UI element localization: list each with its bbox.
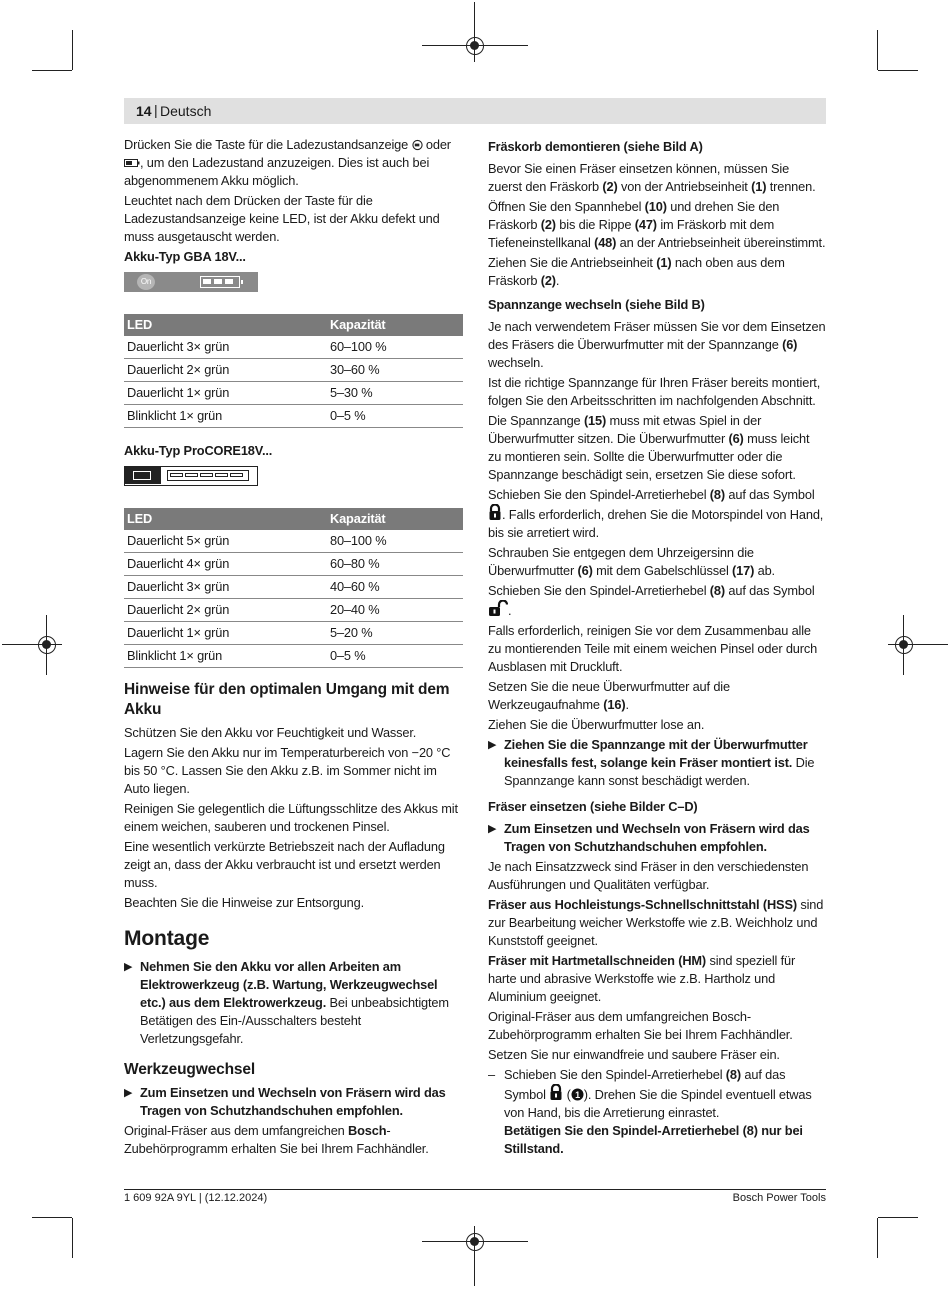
paragraph: Falls erforderlich, reinigen Sie vor dem Zusammenbau alle zu montierenden Teile mit einem weichen Pinsel oder durch Ausblasen mit Druckluft. xyxy=(488,623,818,674)
table-cell: Dauerlicht 2× grün xyxy=(124,359,327,382)
table-cell: 0–5 % xyxy=(327,645,463,668)
warning-item: ▶ Zum Einsetzen und Wechseln von Fräsern wird das Tragen von Schutzhandschuhen empfohlen. xyxy=(488,821,810,854)
paragraph: Reinigen Sie gelegentlich die Lüftungsschlitze des Akkus mit einem weichen, sauberen und trockenen Pinsel. xyxy=(124,801,458,834)
charge-indicator-button-icon xyxy=(412,139,423,151)
table-cell: 5–30 % xyxy=(327,382,463,405)
table-cell: Dauerlicht 3× grün xyxy=(124,336,327,359)
dash-list-item: – Schieben Sie den Spindel-Arretierhebel (8) auf das Symbol ( 1 ). Drehen Sie die Spindel eventuell etwas von Hand, bis die Arretierung einrastet. Betätigen Sie den Spindel-Arretierhebel (8) nur bei Stillstand. xyxy=(488,1067,812,1156)
paragraph: Eine wesentlich verkürzte Betriebszeit nach der Aufladung zeigt an, dass der Akku verbraucht ist und ersetzt werden muss. xyxy=(124,839,445,890)
step-number-1-icon xyxy=(571,1088,584,1101)
table-cell: Dauerlicht 2× grün xyxy=(124,599,327,622)
table-cell: Blinklicht 1× grün xyxy=(124,405,327,428)
insert-bit-heading: Fräser einsetzen (siehe Bilder C–D) xyxy=(488,799,698,814)
paragraph: Schieben Sie den Spindel-Arretierhebel (8) auf das Symbol . xyxy=(488,583,815,618)
procore-indicator-figure xyxy=(124,466,258,486)
crop-mark xyxy=(32,1217,72,1218)
page-header xyxy=(124,98,826,124)
crop-mark xyxy=(878,1217,918,1218)
footer-rule xyxy=(124,1189,826,1190)
crop-mark xyxy=(72,1218,73,1258)
footer-document-id: 1 609 92A 9YL | (12.12.2024) xyxy=(124,1192,268,1204)
table-cell: 40–60 % xyxy=(327,576,463,599)
paragraph: Öffnen Sie den Spannhebel (10) und drehen Sie den Fräskorb (2) bis die Rippe (47) im Fräskorb mit dem Tiefeneinstellkanal (48) an der Antriebseinheit übereinstimmt. xyxy=(488,199,826,250)
lock-open-icon xyxy=(488,600,508,617)
battery-button-icon xyxy=(124,158,140,168)
registration-mark-icon xyxy=(466,37,484,55)
crop-mark xyxy=(877,30,878,70)
registration-mark-icon xyxy=(38,636,56,654)
paragraph: Schützen Sie den Akku vor Feuchtigkeit und Wasser. xyxy=(124,725,417,740)
router-base-removal-heading: Fräskorb demontieren (siehe Bild A) xyxy=(488,139,703,154)
registration-mark-icon xyxy=(895,636,913,654)
header-separator: | xyxy=(154,102,158,118)
table-row xyxy=(124,576,463,599)
table-cell: Dauerlicht 1× grün xyxy=(124,382,327,405)
crop-mark xyxy=(32,70,72,71)
table-row xyxy=(124,622,463,645)
lock-closed-icon xyxy=(488,504,502,521)
footer-brand: Bosch Power Tools xyxy=(732,1192,826,1204)
procore-led-table xyxy=(124,508,463,668)
paragraph: Fräser mit Hartmetallschneiden (HM) sind speziell für harte und abrasive Werkstoffe wie z.B. Hartholz und Aluminium geeignet. xyxy=(488,953,796,1004)
paragraph: Je nach Einsatzzweck sind Fräser in den verschiedensten Ausführungen und Qualitäten verfügbar. xyxy=(488,859,809,892)
table-header-led: LED xyxy=(124,508,327,530)
page-number: 14 xyxy=(136,103,152,119)
warning-item: ▶ Zum Einsetzen und Wechseln von Fräsern wird das Tragen von Schutzhandschuhen empfohlen. xyxy=(124,1085,446,1118)
table-cell: 5–20 % xyxy=(327,622,463,645)
paragraph: Schrauben Sie entgegen dem Uhrzeigersinn die Überwurfmutter (6) mit dem Gabelschlüssel (17) ab. xyxy=(488,545,775,578)
akku-type-gba-heading: Akku-Typ GBA 18V... xyxy=(124,249,246,264)
paragraph: Leuchtet nach dem Drücken der Taste für die Ladezustandsanzeige keine LED, ist der Akku defekt und muss ausgetauscht werden. xyxy=(124,193,440,244)
warning-arrow-icon: ▶ xyxy=(124,1087,133,1099)
left-column xyxy=(124,136,463,1160)
table-cell: 0–5 % xyxy=(327,405,463,428)
paragraph: Die Spannzange (15) muss mit etwas Spiel in der Überwurfmutter sitzen. Die Überwurfmutter (6) muss leicht zu montieren sein. Sollte die Überwurfmutter oder die Spannzange beschädigt sein, ersetzen Sie diese sofort. xyxy=(488,413,810,482)
table-row xyxy=(124,553,463,576)
battery-care-heading: Hinweise für den optimalen Umgang mit dem Akku xyxy=(124,681,450,718)
warning-item: ▶ Ziehen Sie die Spannzange mit der Überwurfmutter keinesfalls fest, solange kein Fräser montiert ist. Die Spannzange kann sonst beschädigt werden. xyxy=(488,737,815,788)
paragraph: Fräser aus Hochleistungs-Schnellschnittstahl (HSS) sind zur Bearbeitung weicher Werkstoffe wie z.B. Weichholz und Kunststoff geeignet. xyxy=(488,897,824,948)
table-row xyxy=(124,405,463,428)
table-row xyxy=(124,645,463,668)
paragraph: Bevor Sie einen Fräser einsetzen können, müssen Sie zuerst den Fräskorb (2) von der Antriebseinheit (1) trennen. xyxy=(488,161,816,194)
battery-icon xyxy=(133,471,151,480)
montage-heading: Montage xyxy=(124,927,210,950)
gba-indicator-figure xyxy=(124,272,258,292)
paragraph: Schieben Sie den Spindel-Arretierhebel (8) auf das Symbol . Falls erforderlich, drehen Sie die Motorspindel von Hand, bis sie arretiert wird. xyxy=(488,487,824,540)
paragraph: Ziehen Sie die Überwurfmutter lose an. xyxy=(488,717,705,732)
paragraph: Je nach verwendetem Fräser müssen Sie vor dem Einsetzen des Fräsers die Überwurfmutter mit der Spannzange (6) wechseln. xyxy=(488,319,826,370)
paragraph: Beachten Sie die Hinweise zur Entsorgung. xyxy=(124,895,364,910)
header-language: Deutsch xyxy=(160,103,212,119)
paragraph: Setzen Sie nur einwandfreie und saubere Fräser ein. xyxy=(488,1047,780,1062)
paragraph: Original-Fräser aus dem umfangreichen Bosch-Zubehörprogramm erhalten Sie bei Ihrem Fachhändler. xyxy=(124,1123,429,1156)
paragraph: Drücken Sie die Taste für die Ladezustandsanzeige oder , um den Ladezustand anzuzeigen. Dies ist auch bei abgenommenem Akku möglich. xyxy=(124,137,451,188)
warning-arrow-icon: ▶ xyxy=(124,961,133,973)
table-cell: 60–80 % xyxy=(327,553,463,576)
table-cell: 30–60 % xyxy=(327,359,463,382)
crop-mark xyxy=(72,30,73,70)
table-cell: Blinklicht 1× grün xyxy=(124,645,327,668)
paragraph: Setzen Sie die neue Überwurfmutter auf die Werkzeugaufnahme (16). xyxy=(488,679,730,712)
table-cell: 20–40 % xyxy=(327,599,463,622)
gba-led-table xyxy=(124,314,463,428)
svg-text:1: 1 xyxy=(574,1089,580,1100)
tool-change-heading: Werkzeugwechsel xyxy=(124,1061,255,1078)
table-header-capacity: Kapazität xyxy=(327,508,463,530)
table-row xyxy=(124,530,463,553)
table-row xyxy=(124,359,463,382)
table-cell: 60–100 % xyxy=(327,336,463,359)
paragraph: Original-Fräser aus dem umfangreichen Bosch-Zubehörprogramm erhalten Sie bei Ihrem Fachhändler. xyxy=(488,1009,793,1042)
table-row xyxy=(124,336,463,359)
dash-bullet: – xyxy=(488,1067,495,1082)
on-button-icon: On xyxy=(137,274,155,290)
warning-arrow-icon: ▶ xyxy=(488,823,497,835)
battery-icon xyxy=(200,276,240,288)
paragraph: Ziehen Sie die Antriebseinheit (1) nach oben aus dem Fräskorb (2). xyxy=(488,255,785,288)
right-column xyxy=(488,136,826,1160)
collet-change-heading: Spannzange wechseln (siehe Bild B) xyxy=(488,297,705,312)
table-cell: Dauerlicht 1× grün xyxy=(124,622,327,645)
table-cell: 80–100 % xyxy=(327,530,463,553)
table-cell: Dauerlicht 5× grün xyxy=(124,530,327,553)
table-row xyxy=(124,382,463,405)
battery-gauge-icon xyxy=(167,470,249,481)
table-row xyxy=(124,599,463,622)
paragraph: Lagern Sie den Akku nur im Temperaturbereich von −20 °C bis 50 °C. Lassen Sie den Akku z.B. im Sommer nicht im Auto liegen. xyxy=(124,745,451,796)
table-header-led: LED xyxy=(124,314,327,336)
paragraph: Ist die richtige Spannzange für Ihren Fräser bereits montiert, folgen Sie den Arbeitsschritten im nachfolgenden Abschnitt. xyxy=(488,375,821,408)
lock-closed-icon xyxy=(549,1084,563,1101)
warning-item: ▶ Nehmen Sie den Akku vor allen Arbeiten am Elektrowerkzeug (z.B. Wartung, Werkzeugwechsel etc.) aus dem Elektrowerkzeug. Bei unbeabsichtigtem Betätigen des Ein-/Ausschalters besteht Verletzungsgefahr. xyxy=(124,959,449,1046)
table-header-capacity: Kapazität xyxy=(327,314,463,336)
crop-mark xyxy=(878,70,918,71)
registration-mark-icon xyxy=(466,1233,484,1251)
table-cell: Dauerlicht 4× grün xyxy=(124,553,327,576)
warning-arrow-icon: ▶ xyxy=(488,739,497,751)
crop-mark xyxy=(877,1218,878,1258)
table-cell: Dauerlicht 3× grün xyxy=(124,576,327,599)
akku-type-procore-heading: Akku-Typ ProCORE18V... xyxy=(124,443,273,458)
